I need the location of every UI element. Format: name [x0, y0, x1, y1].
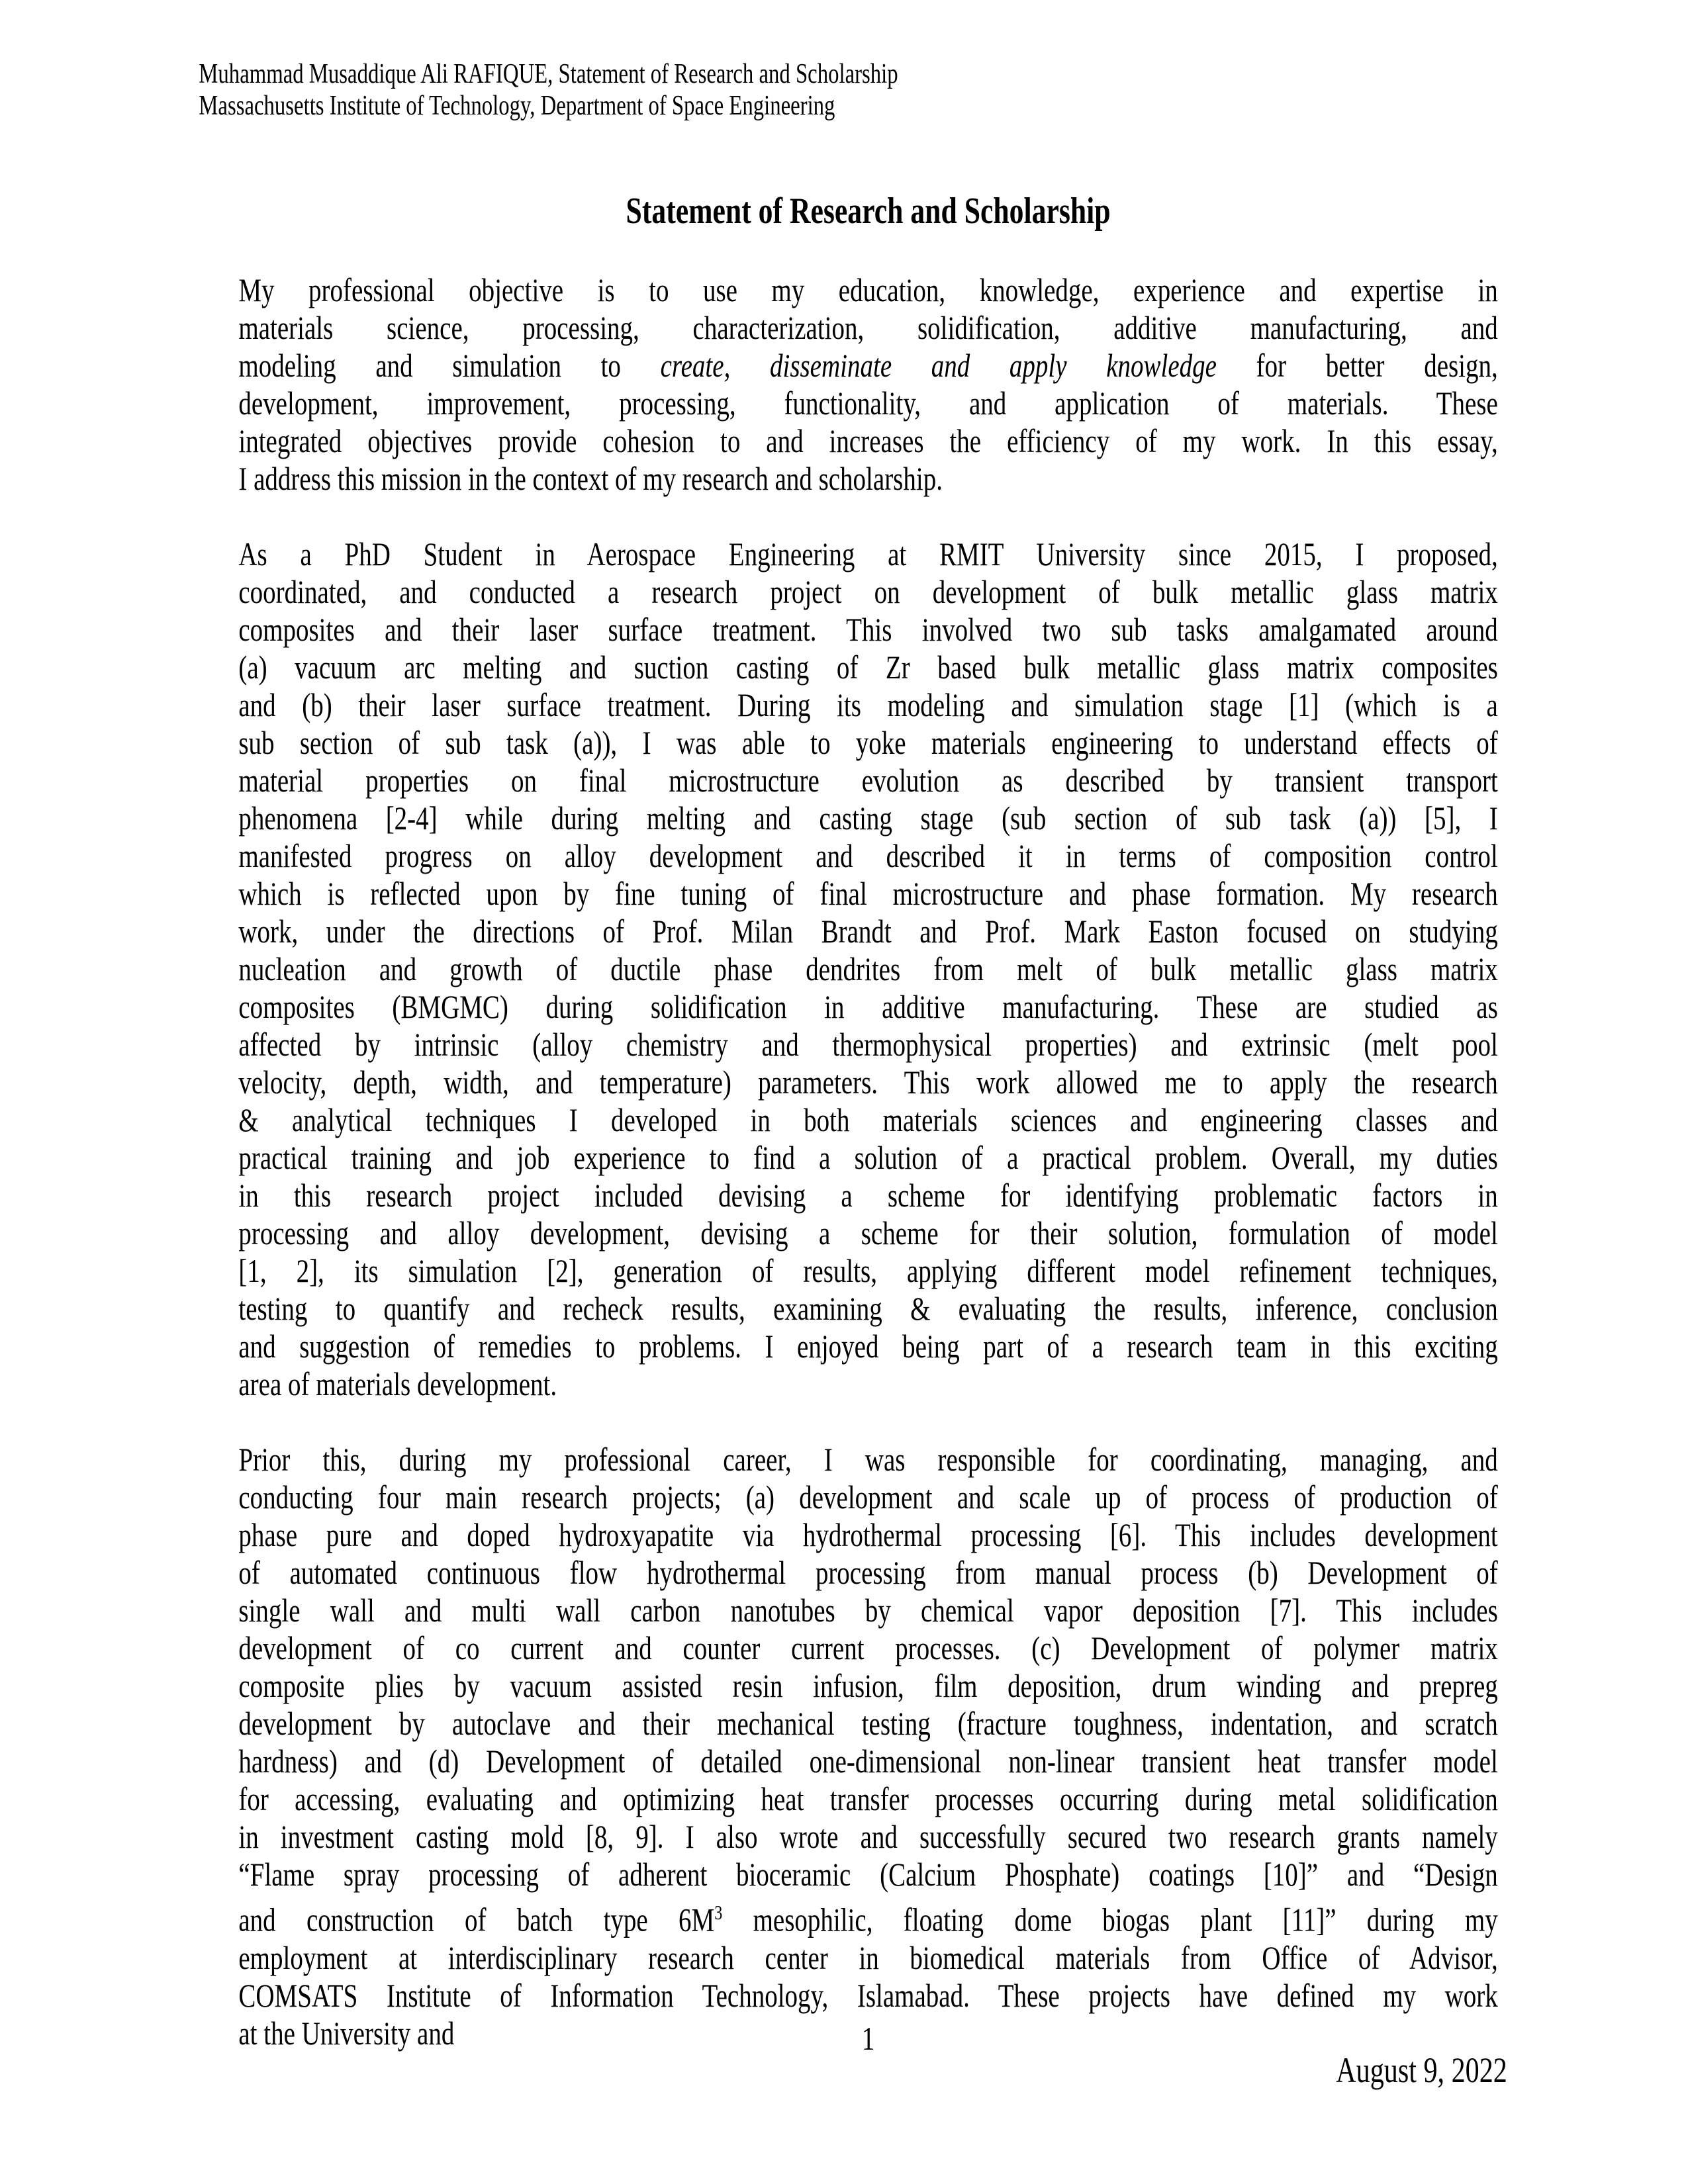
body-text: employment at interdisciplinary research center in biomedical materials from Office of Advisor,	[238, 1938, 1498, 1976]
body-text: nucleation and growth of ductile phase dendrites from melt of bulk metallic glass matrix	[238, 950, 1498, 987]
paragraph	[238, 535, 1497, 1403]
text-line	[238, 950, 1497, 988]
body-text: work, under the directions of Prof. Milan Brandt and Prof. Mark Easton focused on studying	[238, 913, 1498, 950]
text-line	[238, 1818, 1497, 1856]
body-text: I address this mission in the context of my research and scholarship.	[238, 460, 943, 497]
text-line	[238, 1101, 1497, 1139]
body-text: phase pure and doped hydroxyapatite via hydrothermal processing [6]. This includes development	[238, 1516, 1498, 1553]
text-line	[238, 1214, 1497, 1252]
body-text: at the University and	[238, 2014, 455, 2052]
text-line	[238, 611, 1497, 649]
text-line	[238, 1026, 1497, 1064]
text-line	[238, 1328, 1497, 1365]
body-text: My professional objective is to use my education, knowledge, experience and expertise in	[238, 271, 1498, 308]
text-line	[238, 1893, 1497, 1939]
text-line	[238, 1780, 1497, 1818]
text-line	[238, 1441, 1497, 1479]
text-line	[238, 875, 1497, 913]
text-line	[238, 1139, 1497, 1177]
body-text: materials science, processing, characterization, solidification, additive manufacturing, and	[238, 309, 1498, 346]
body-text: in investment casting mold [8, 9]. I also wrote and successfully secured two research grants namely	[238, 1818, 1498, 1855]
text-line	[238, 573, 1497, 611]
text-line	[238, 460, 1497, 498]
body-text: and suggestion of remedies to problems. I enjoyed being part of a research team in this exciting	[238, 1328, 1498, 1365]
text-line	[238, 837, 1497, 875]
body-text: composites and their laser surface treatment. This involved two sub tasks amalgamated around	[238, 611, 1498, 648]
body-text: phenomena [2-4] while during melting and casting stage (sub section of sub task (a)) [5], I	[238, 799, 1498, 837]
body-text: (a) vacuum arc melting and suction casting of Zr based bulk metallic glass matrix composites	[238, 649, 1498, 686]
text-line	[238, 1939, 1497, 1977]
body-text: [1, 2], its simulation [2], generation of results, applying different model refinement techniques,	[238, 1252, 1498, 1289]
text-line	[238, 1592, 1497, 1629]
text-line	[238, 309, 1497, 347]
text-line	[238, 799, 1497, 837]
text-line	[238, 422, 1497, 460]
body-text: affected by intrinsic (alloy chemistry and thermophysical properties) and extrinsic (melt pool	[238, 1026, 1498, 1063]
document-title: Statement of Research and Scholarship	[626, 191, 1111, 232]
page-number: 1	[861, 2020, 875, 2057]
text-line	[238, 913, 1497, 950]
text-line	[238, 535, 1497, 573]
text-line	[238, 1365, 1497, 1403]
body-text: and construction of batch type 6M	[238, 1901, 715, 1938]
body-text: As a PhD Student in Aerospace Engineering at RMIT University since 2015, I proposed,	[238, 535, 1498, 572]
text-line	[238, 762, 1497, 799]
date-stamp: August 9, 2022	[1336, 2050, 1507, 2090]
body-text: of automated continuous flow hydrothermal processing from manual process (b) Development of	[238, 1554, 1498, 1591]
italic-text: create, disseminate and apply knowledge	[660, 347, 1217, 384]
body-text: COMSATS Institute of Information Technology, Islamabad. These projects have defined my work	[238, 1976, 1498, 2014]
body-text: & analytical techniques I developed in both materials sciences and engineering classes and	[238, 1101, 1498, 1138]
body-text: development, improvement, processing, functionality, and application of materials. These	[238, 385, 1498, 422]
body-text: conducting four main research projects; (a) development and scale up of process of production of	[238, 1479, 1498, 1516]
text-line	[238, 1516, 1497, 1554]
body-text: mesophilic, floating dome biogas plant [11]” during my	[722, 1901, 1498, 1938]
body-text: which is reflected upon by fine tuning of final microstructure and phase formation. My research	[238, 875, 1498, 912]
text-line	[238, 271, 1497, 309]
body-text: area of materials development.	[238, 1365, 557, 1402]
text-line	[238, 649, 1497, 686]
body-text: coordinated, and conducted a research project on development of bulk metallic glass matrix	[238, 573, 1498, 610]
text-line	[238, 724, 1497, 762]
body-text: single wall and multi wall carbon nanotubes by chemical vapor deposition [7]. This includes	[238, 1592, 1498, 1629]
body-text: development by autoclave and their mechanical testing (fracture toughness, indentation, and scratch	[238, 1705, 1498, 1742]
body-text: for better design,	[1216, 347, 1498, 384]
paragraph	[238, 271, 1497, 498]
page-header	[199, 58, 1688, 122]
body-text: “Flame spray processing of adherent bioceramic (Calcium Phosphate) coatings [10]” and “Design	[238, 1856, 1498, 1893]
body-text: sub section of sub task (a)), I was able to yoke materials engineering to understand effects of	[238, 724, 1498, 761]
body-text: velocity, depth, width, and temperature) parameters. This work allowed me to apply the research	[238, 1064, 1498, 1101]
text-line	[238, 686, 1497, 724]
superscript-text: 3	[714, 1901, 723, 1924]
text-line	[238, 385, 1497, 422]
body-text: in this research project included devising a scheme for identifying problematic factors in	[238, 1177, 1498, 1214]
body-text: processing and alloy development, devising a scheme for their solution, formulation of model	[238, 1214, 1498, 1251]
text-line	[238, 1743, 1497, 1780]
text-line	[238, 1554, 1497, 1592]
body-text: testing to quantify and recheck results, examining & evaluating the results, inference, conclusion	[238, 1290, 1498, 1327]
text-line	[238, 1177, 1497, 1214]
body-text: material properties on final microstructure evolution as described by transient transport	[238, 762, 1498, 799]
body-text: integrated objectives provide cohesion to and increases the efficiency of my work. In this essay,	[238, 422, 1498, 459]
body-text: modeling and simulation to	[238, 347, 661, 384]
text-line	[238, 1064, 1497, 1101]
body-text: composite plies by vacuum assisted resin infusion, film deposition, drum winding and prepreg	[238, 1667, 1498, 1704]
text-line	[238, 1705, 1497, 1743]
text-line	[238, 1977, 1497, 2015]
body-text: manifested progress on alloy development and described it in terms of composition control	[238, 837, 1498, 874]
text-line	[238, 1290, 1497, 1328]
body-text: for accessing, evaluating and optimizing heat transfer processes occurring during metal solidification	[238, 1780, 1498, 1817]
document-body	[238, 271, 1497, 2052]
text-line	[238, 988, 1497, 1026]
paragraph	[238, 1441, 1497, 2052]
header-institution-line: Massachusetts Institute of Technology, Department of Space Engineering	[199, 91, 835, 121]
text-line	[238, 347, 1497, 385]
text-line	[238, 1856, 1497, 1893]
body-text: composites (BMGMC) during solidification in additive manufacturing. These are studied as	[238, 988, 1498, 1025]
body-text: Prior this, during my professional career, I was responsible for coordinating, managing, and	[238, 1441, 1498, 1478]
body-text: hardness) and (d) Development of detailed one-dimensional non-linear transient heat transfer model	[238, 1743, 1498, 1780]
body-text: and (b) their laser surface treatment. During its modeling and simulation stage [1] (which is a	[238, 686, 1498, 723]
header-author-line: Muhammad Musaddique Ali RAFIQUE, Statement of Research and Scholarship	[199, 59, 898, 89]
text-line	[238, 1629, 1497, 1667]
body-text: development of co current and counter current processes. (c) Development of polymer matrix	[238, 1629, 1498, 1666]
text-line	[238, 1667, 1497, 1705]
text-line	[238, 1479, 1497, 1516]
body-text: practical training and job experience to find a solution of a practical problem. Overall, my duties	[238, 1139, 1498, 1176]
text-line	[238, 1252, 1497, 1290]
